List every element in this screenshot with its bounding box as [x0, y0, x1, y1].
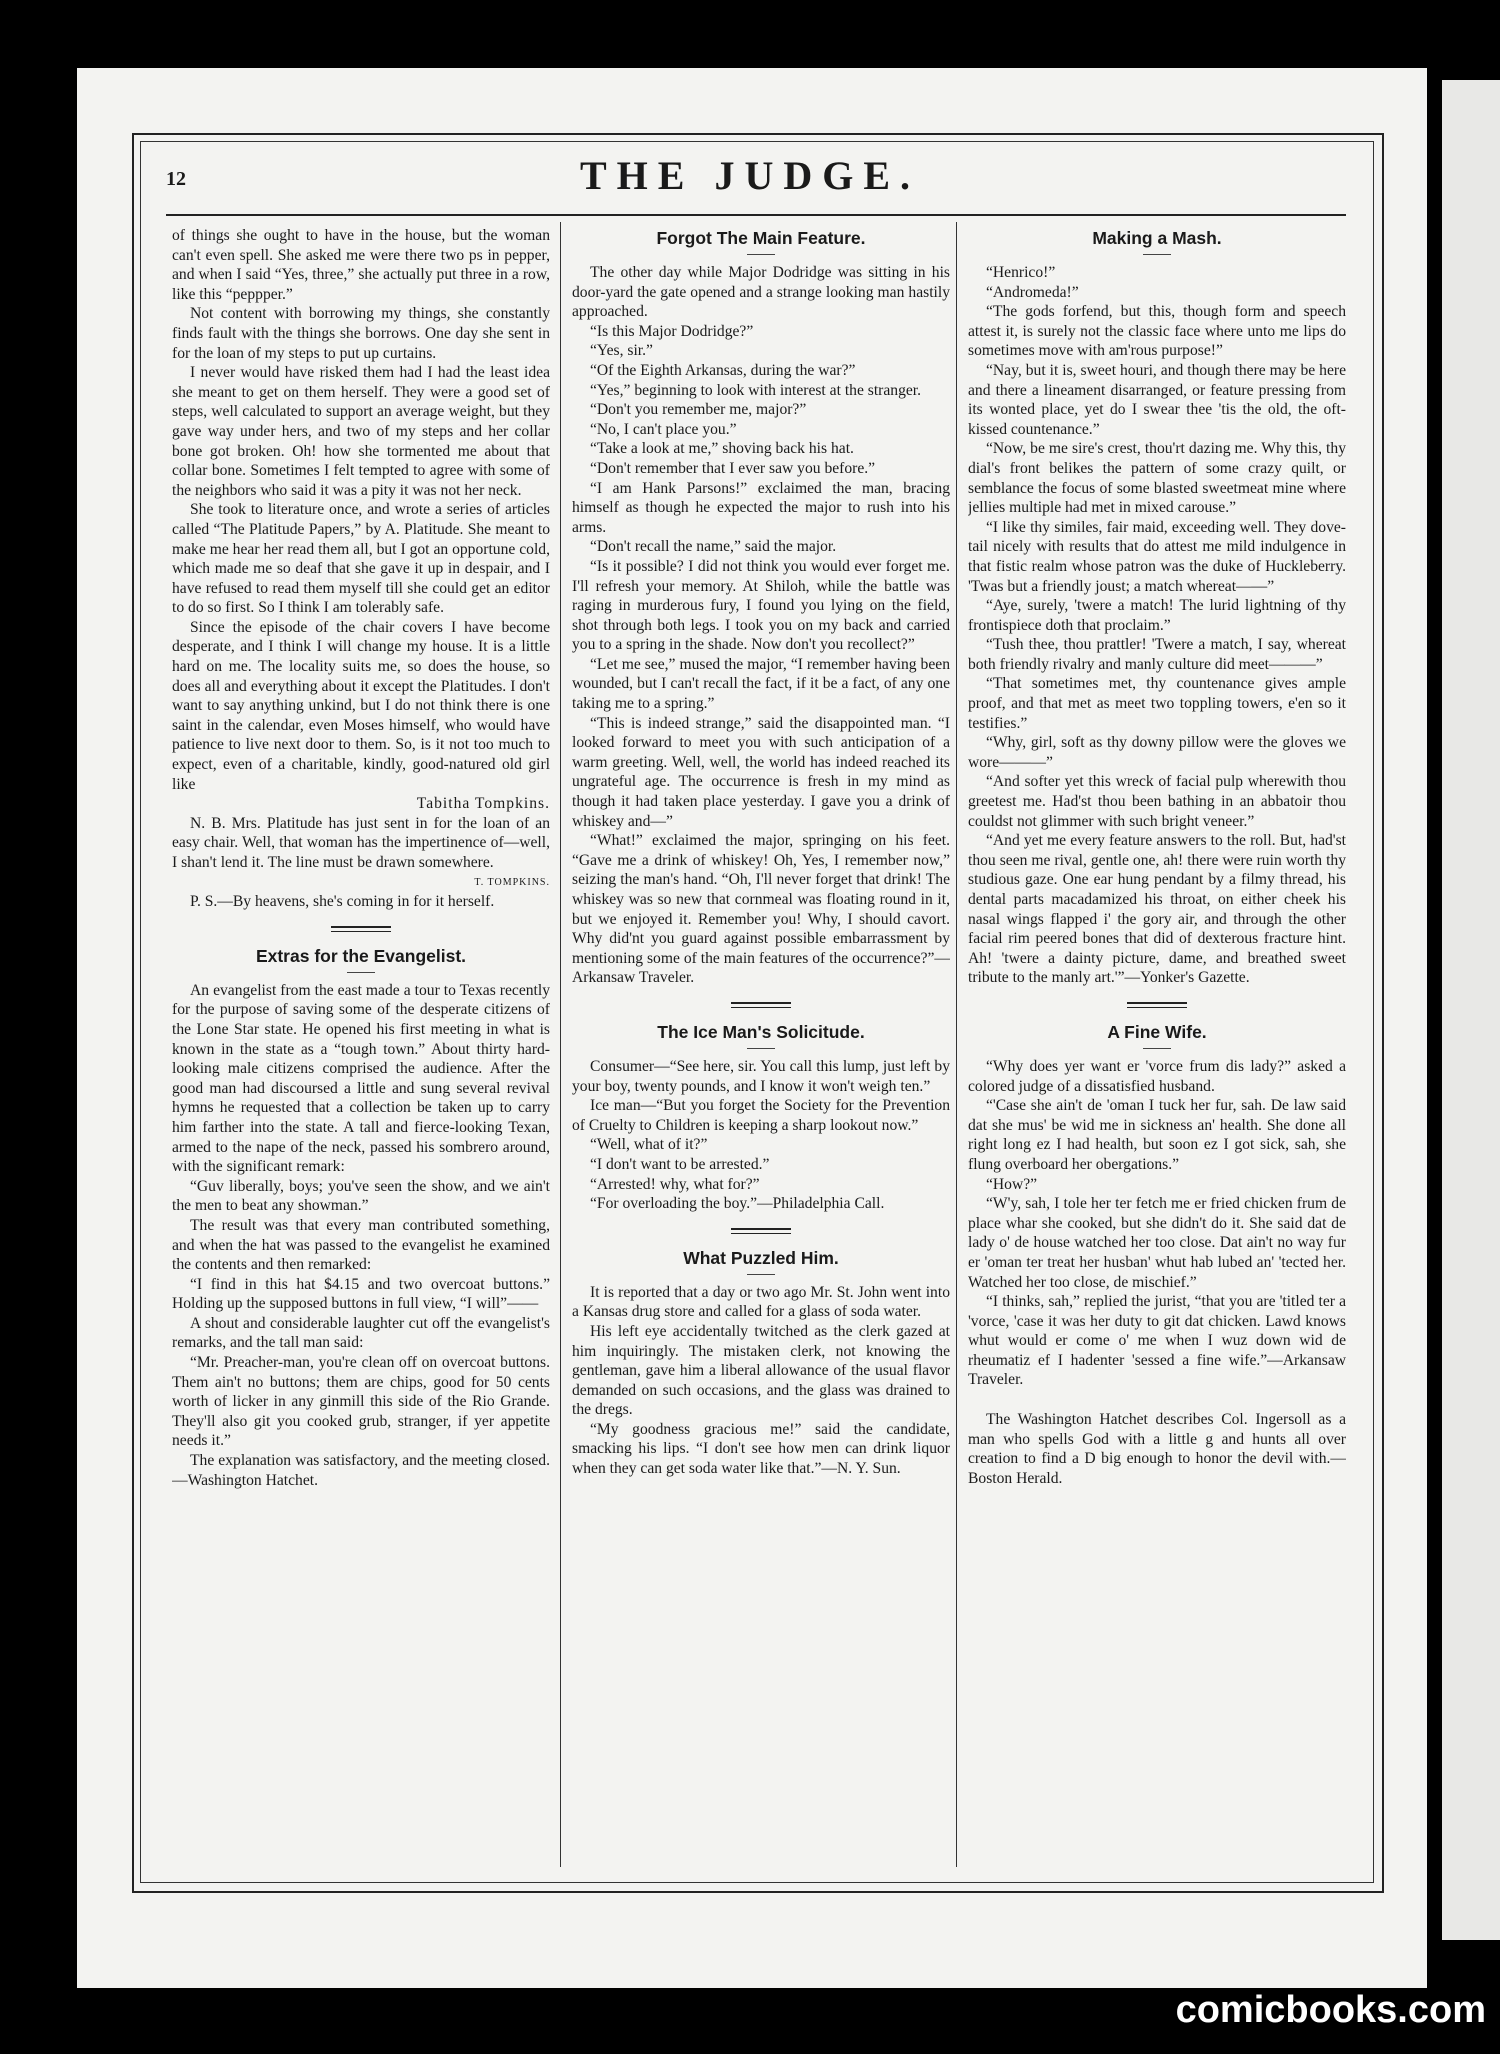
paragraph: “Arrested! why, what for?” — [590, 1175, 760, 1193]
article-title: Forgot The Main Feature. — [656, 228, 866, 248]
paragraph: “My goodness gracious me!” said the candidate, smacking his lips. “I don't see how men can drink liquor when they can get soda water like that.”—N. Y. Sun. — [572, 1420, 950, 1478]
column-divider — [560, 222, 561, 1867]
paragraph: I never would have risked them had I had the least idea she meant to get on them herself. They were a good set of steps, well calculated to support an average weight, but they gave way under hers, and two of my steps and her collar bone got broken. Oh! how she tormented me about that collar bone. Sometimes I felt tempted to agree with some of the neighbors who said it was a pity it was not her neck. — [172, 364, 550, 499]
paragraph: “Don't you remember me, major?” — [590, 401, 807, 419]
paragraph: “Guv liberally, boys; you've seen the show, and we ain't the men to beat any showman.” — [172, 1177, 550, 1215]
article-title: Making a Mash. — [1092, 228, 1222, 248]
article-title: A Fine Wife. — [1107, 1021, 1207, 1042]
paragraph: The other day while Major Dodridge was sitting in his door-yard the gate opened and a strange looking man hastily approached. — [572, 264, 950, 321]
title-rule — [747, 1274, 775, 1275]
paragraph: “Is it possible? I did not think you would ever forget me. I'll refresh your memory. At Shiloh, while the battle was raging in murderous fury, I found you lying on the field, shot through both legs. I took you on my back and carried you to a spring in the shade. Now don't you recollect?” — [572, 557, 950, 654]
paragraph: “Andromeda!” — [986, 283, 1079, 301]
paragraph: “Now, be me sire's crest, thou'rt dazing me. Why this, thy dial's front belikes the pattern of some crazy quilt, or semblance the focus of some blasted sweetmeat mine where jellies multiple had met in mixed carouse.” — [968, 440, 1346, 517]
paragraph: “How?” — [986, 1175, 1038, 1193]
spacer — [968, 1390, 1346, 1410]
column-3 — [968, 226, 1346, 1866]
section-separator — [331, 926, 391, 932]
nota-bene: N. B. Mrs. Platitude has just sent in for the loan of an easy chair. Well, that woman has the impertinence of—well, I shan't lend it. The line must be drawn somewhere. — [172, 814, 550, 871]
paragraph: “Henrico!” — [986, 264, 1056, 281]
paragraph: It is reported that a day or two ago Mr. St. John went into a Kansas drug store and called for a glass of soda water. — [572, 1283, 950, 1321]
paragraph: Consumer—“See here, sir. You call this lump, just left by your boy, twenty pounds, and I know it won't weigh ten.” — [572, 1057, 950, 1095]
paragraph: She took to literature once, and wrote a series of articles called “The Platitude Papers,” by A. Platitude. She meant to make me hear her read them all, but I got an opportune cold, which made me so deaf that she gave it up in despair, and I have refused to read them myself till she could get an editor to do so first. So I think I am tolerably safe. — [172, 501, 550, 617]
paragraph: The explanation was satisfactory, and the meeting closed.—Washington Hatchet. — [172, 1452, 550, 1489]
next-page-edge — [1442, 80, 1500, 1940]
paragraph: Not content with borrowing my things, she constantly finds fault with the things she borrows. One day she sent in for the loan of my steps to put up curtains. — [172, 305, 550, 362]
paragraph: “The gods forfend, but this, though form and speech attest it, is surely not the classic face where unto me lips do sometimes move with am'rous purpose!” — [968, 303, 1346, 360]
article-title: What Puzzled Him. — [683, 1247, 839, 1268]
paragraph: “Nay, but it is, sweet houri, and though there may be here and there a lineament disarranged, or feature pressing from its wonted place, yet do I swear thee 'tis the old, the oft-kissed countenance.” — [968, 361, 1346, 438]
paragraph: “I thinks, sah,” replied the jurist, “that you are 'titled ter a 'vorce, 'case it was her duty to git dat chicken. Lawd knows whut would er come o' me when I wuz down wid de rheumatiz ef I hadenter 'sessed a fine wife.”—Arkansaw Traveler. — [968, 1293, 1346, 1389]
paragraph: Since the episode of the chair covers I have become desperate, and I think I will change my house. It is a little hard on me. The locality suits me, so does the house, so does all and everything about it except the Platitudes. I don't want to say anything unkind, but I do not think there is one saint in the calendar, even Moses himself, who would have patience to live next door to them. So, is it not too much to expect, even of a charitable, kindly, good-natured old girl like — [172, 618, 550, 793]
column-2 — [572, 226, 950, 1866]
title-rule — [1143, 1048, 1171, 1049]
paragraph: “Mr. Preacher-man, you're clean off on overcoat buttons. Them ain't no buttons; them are chips, good for 50 cents worth of licker in any ginmill this side of the Rio Grande. They'll also git you cooked grub, stranger, if yer appetite needs it.” — [172, 1354, 550, 1450]
paragraph: “Why, girl, soft as thy downy pillow were the gloves we wore———” — [968, 734, 1346, 771]
paragraph: of things she ought to have in the house, but the woman can't even spell. She asked me were there two ps in pepper, and when I said “Yes, three,” she actually put three in a row, like this “peppper.” — [172, 227, 550, 303]
column-1 — [172, 226, 550, 1866]
paragraph: “Is this Major Dodridge?” — [590, 322, 754, 340]
paragraph: “'Case she ain't de 'oman I tuck her fur, sah. De law said dat she mus' be wid me in sickness an' health. She done all right long ez I had health, but soon ez I got sick, sah, she flung overboard her obergations.” — [968, 1097, 1346, 1173]
title-rule — [747, 1048, 775, 1049]
header-rule — [166, 214, 1346, 216]
paragraph: “What!” exclaimed the major, springing on his feet. “Gave me a drink of whiskey! Oh, Yes, I remember now,” seizing the man's hand. “Oh, I'll never forget that drink! The whiskey was so new that cornmeal was floating round in it, but we enjoyed it. Remember you! Why, I should cavort. Why did'nt you guard against possible embarrassment by mentioning some of the main features of the occurrence?”—Arkansaw Traveler. — [572, 832, 950, 987]
paragraph: “This is indeed strange,” said the disappointed man. “I looked forward to meet you with such anticipation of a warm greeting. Well, well, the world has indeed reached its ungrateful age. The occurrence is fresh in my mind as though it had taken place yesterday. I gave you a drink of whiskey and—” — [572, 714, 950, 830]
watermark: comicbooks.com — [1175, 1989, 1486, 2031]
paragraph: “Yes, sir.” — [590, 342, 653, 360]
paragraph: “Take a look at me,” shoving back his hat. — [590, 440, 854, 458]
paragraph: “That sometimes met, thy countenance gives ample proof, and that met as meet two toppling towers, e'en so it testifies.” — [968, 675, 1346, 732]
paragraph: His left eye accidentally twitched as the clerk gazed at him inquiringly. The mistaken clerk, not knowing the gentleman, gave him a liberal allowance of the usual flavor demanded on such occasions, and the glass was drained to the dregs. — [572, 1322, 950, 1419]
paragraph: “Of the Eighth Arkansas, during the war?” — [590, 361, 856, 379]
paragraph: “Well, what of it?” — [590, 1136, 708, 1154]
paragraph: “Tush thee, thou prattler! 'Twere a match, I say, whereat both friendly rivalry and manly culture did meet———” — [968, 636, 1346, 673]
title-rule — [747, 254, 775, 255]
paragraph: “W'y, sah, I tole her ter fetch me er fried chicken frum de place whar she cooked, but she didn't do it. She said dat de lady o' de house watched her too close. Dat ain't no way fur er 'oman ter treat her husban' whut hab lubed an' 'tected her. Watched her too close, de mischief.” — [968, 1195, 1346, 1291]
paragraph: “I am Hank Parsons!” exclaimed the man, bracing himself as though he expected the major to rush into his arms. — [572, 479, 950, 536]
paragraph: “Let me see,” mused the major, “I remember having been wounded, but I can't recall the fact, if it be a fact, of any one taking me to a spring.” — [572, 655, 950, 713]
article-title: The Ice Man's Solicitude. — [657, 1021, 865, 1042]
paragraph: A shout and considerable laughter cut off the evangelist's remarks, and the tall man said: — [172, 1314, 550, 1352]
title-rule — [347, 972, 375, 973]
paragraph: “And yet me every feature answers to the roll. But, had'st thou seen me rival, gentle one, ah! there were ruin worth thy studious gaze. One ear hung pendant by a filmy thread, his dental parts macadamized his throat, on either cheek his nasal wings flapped i' the gory air, and through the other facial rim peered bones that did of dexterous fracture hint. Ah! 'twere a dainty picture, dame, and breathed sweet tribute to the manly art.'”—Yonker's Gazette. — [968, 832, 1346, 987]
paragraph: “Why does yer want er 'vorce frum dis lady?” asked a colored judge of a dissatisfied husband. — [968, 1057, 1346, 1095]
paragraph: “I like thy similes, fair maid, exceeding well. They dove-tail nicely with results that do attest me mild indulgence in that fistic realm whose patron was the duke of Huckleberry. 'Twas but a friendly joust; a match whereat——” — [968, 518, 1346, 595]
postscript: P. S.—By heavens, she's coming in for it herself. — [190, 893, 495, 911]
paragraph: An evangelist from the east made a tour to Texas recently for the purpose of saving some of the desperate citizens of the Lone Star state. He opened his first meeting in what is known in the state as a “tough town.” About thirty hard-looking male citizens comprised the audience. After the good man had discoursed a little and sung several revival hymns he requested that a collection be taken up to carry him farther into the state. A tall and fierce-looking Texan, armed to the nape of the neck, passed his sombrero around, with the significant remark: — [172, 981, 550, 1176]
section-separator — [731, 1002, 791, 1008]
paragraph: The result was that every man contributed something, and when the hat was passed to the evangelist he examined the contents and then remarked: — [172, 1216, 550, 1274]
paragraph: “I don't want to be arrested.” — [590, 1155, 770, 1173]
signature: Tabitha Tompkins. — [416, 795, 550, 813]
column-divider — [956, 222, 957, 1867]
masthead-title: THE JUDGE. — [579, 153, 921, 198]
paragraph: “I find in this hat $4.15 and two overcoat buttons.” Holding up the supposed buttons in full view, “I will”—— — [172, 1275, 550, 1313]
paragraph: The Washington Hatchet describes Col. Ingersoll as a man who spells God with a little g and hunts all over creation to find a D big enough to honor the devil with.—Boston Herald. — [968, 1411, 1346, 1487]
signature-small: T. TOMPKINS. — [474, 876, 550, 888]
paragraph: “And softer yet this wreck of facial pulp wherewith thou greetest me. Had'st thou been bathing in an abbatoir thou couldst not glimmer with such bright veneer.” — [968, 773, 1346, 830]
paragraph: “For overloading the boy.”—Philadelphia Call. — [590, 1195, 885, 1213]
title-rule — [1143, 254, 1171, 255]
section-separator — [731, 1228, 791, 1234]
section-separator — [1127, 1002, 1187, 1008]
paragraph: “No, I can't place you.” — [590, 420, 737, 438]
paragraph: “Don't remember that I ever saw you before.” — [590, 459, 876, 477]
paragraph: “Don't recall the name,” said the major. — [590, 538, 837, 556]
article-title: Extras for the Evangelist. — [255, 945, 467, 966]
paragraph: “Yes,” beginning to look with interest at the stranger. — [590, 381, 922, 399]
paragraph: “Aye, surely, 'twere a match! The lurid lightning of thy frontispiece doth that proclaim.” — [968, 597, 1346, 634]
paragraph: Ice man—“But you forget the Society for the Prevention of Cruelty to Children is keeping a sharp lookout now.” — [572, 1097, 950, 1134]
page-number: 12 — [166, 168, 186, 190]
